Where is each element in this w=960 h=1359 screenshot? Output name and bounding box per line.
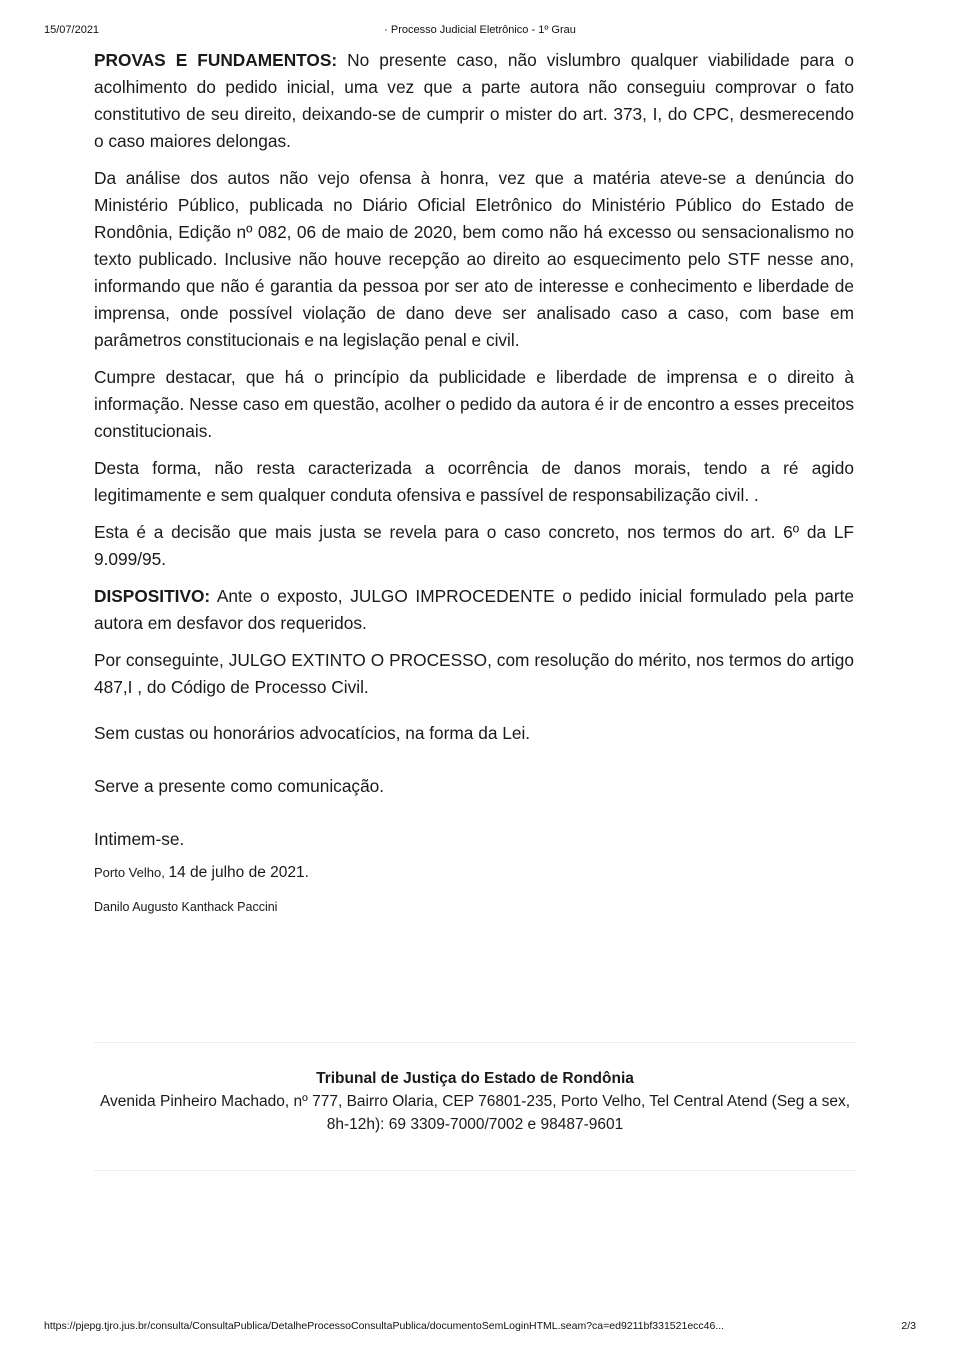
- print-date: 15/07/2021: [44, 24, 100, 36]
- closing-custas: Sem custas ou honorários advocatícios, na forma da Lei.: [94, 723, 531, 743]
- closing-intimem: Intimem-se.: [94, 829, 185, 849]
- paragraph-text: Ante o exposto, JULGO IMPROCEDENTE o pedido inicial formulado pela parte autora em desfavor dos requeridos.: [94, 586, 854, 633]
- place-date: [94, 859, 854, 886]
- paragraph-cumpre: Cumpre destacar, que há o princípio da publicidade e liberdade de imprensa e o direito à informação. Nesse caso em questão, acolher o pedido da autora é ir de encontro a esses preceitos constitucionais.: [94, 367, 854, 441]
- paragraph-lead: DISPOSITIVO:: [94, 586, 211, 606]
- page-number: 2/3: [901, 1320, 916, 1332]
- page-url: https://pjepg.tjro.jus.br/consulta/ConsultaPublica/DetalheProcessoConsultaPublica/documentoSemLoginHTML.seam?ca=ed9211bf331521ecc46...: [44, 1320, 725, 1332]
- document-body: [94, 47, 854, 921]
- print-title: · Processo Judicial Eletrônico - 1º Grau: [384, 24, 576, 36]
- print-header: [44, 24, 916, 38]
- divider-bottom: [94, 1170, 856, 1171]
- signer-name: Danilo Augusto Kanthack Paccini: [94, 900, 278, 914]
- paragraph-dispositivo: [94, 583, 854, 637]
- paragraph-text: No presente caso, não vislumbro qualquer viabilidade para o acolhimento do pedido inicial, uma vez que a parte autora não conseguiu comprovar o fato constitutivo de seu direito, deixando-se de cumprir o mister do art. 373, I, do CPC, desmerecendo o caso maiores delongas.: [94, 50, 854, 151]
- paragraph-decisao: Esta é a decisão que mais justa se revela para o caso concreto, nos termos do art. 6º da LF 9.099/95.: [94, 522, 854, 569]
- court-name: Tribunal de Justiça do Estado de Rondônia: [316, 1070, 634, 1087]
- paragraph-extinto: Por conseguinte, JULGO EXTINTO O PROCESSO, com resolução do mérito, nos termos do artigo 487,I , do Código de Processo Civil.: [94, 650, 854, 697]
- place: Porto Velho,: [94, 865, 169, 880]
- paragraph-desta-forma: Desta forma, não resta caracterizada a ocorrência de danos morais, tendo a ré agido legitimamente e sem qualquer conduta ofensiva e passível de responsabilização civil. .: [94, 458, 854, 505]
- court-footer: [94, 1067, 856, 1136]
- signature-date: 14 de julho de 2021.: [168, 864, 309, 881]
- paragraph-lead: PROVAS E FUNDAMENTOS:: [94, 50, 338, 70]
- divider-top: [94, 1042, 856, 1043]
- paragraph-analise: Da análise dos autos não vejo ofensa à honra, vez que a matéria ateve-se a denúncia do Ministério Público, publicada no Diário Oficial Eletrônico do Ministério Público do Estado de Rondônia, Edição nº 082, 06 de maio de 2020, bem como não há excesso ou sensacionalismo no texto publicado. Inclusive não houve recepção ao direito ao esquecimento pelo STF nesse ano, informando que não é garantia da pessoa por ser ato de interesse e conhecimento e liberdade de imprensa, onde possível violação de dano deve ser analisado caso a caso, com base em parâmetros constitucionais e na legislação penal e civil.: [94, 168, 854, 350]
- closing-comunicacao: Serve a presente como comunicação.: [94, 776, 385, 796]
- paragraph-provas: [94, 47, 854, 155]
- court-address: Avenida Pinheiro Machado, nº 777, Bairro Olaria, CEP 76801-235, Porto Velho, Tel Central Atend (Seg a sex, 8h-12h): 69 3309-7000/7002 e 98487-9601: [99, 1093, 851, 1133]
